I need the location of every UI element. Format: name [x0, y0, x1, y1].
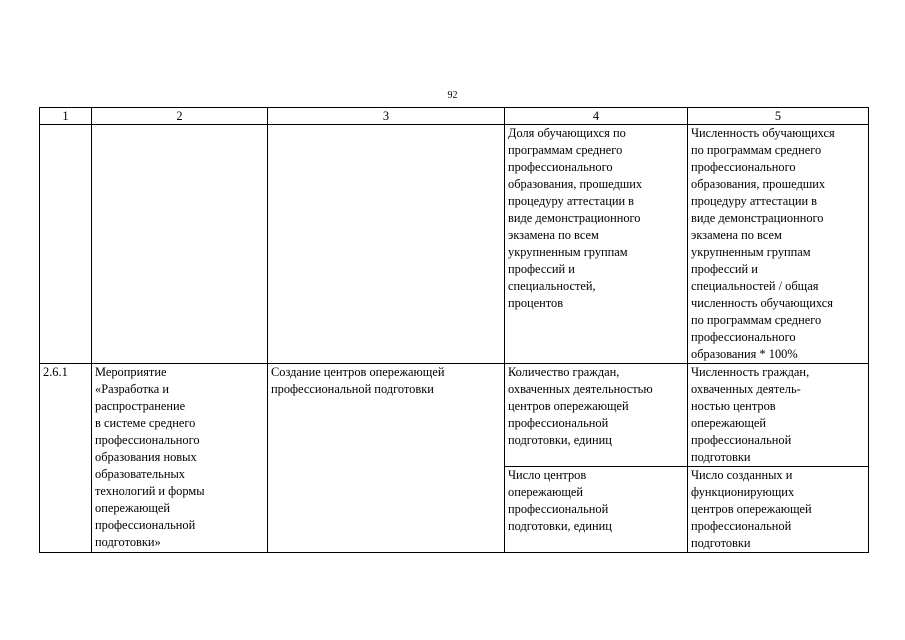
page-number: 92	[447, 90, 458, 101]
cell-empty	[268, 125, 505, 364]
table-row	[40, 125, 869, 364]
indicator-name-cell: Доля обучающихся по программам среднего профессионального образования, прошедших процедуру аттестации в виде демонстрационного экзамена по всем укрупненным группам профессий и специальностей, процентов	[505, 125, 688, 364]
header-col-2: 2	[92, 108, 268, 125]
header-row	[40, 108, 869, 125]
header-col-4: 4	[505, 108, 688, 125]
item-number-cell: 2.6.1	[40, 364, 92, 553]
cell-empty	[92, 125, 268, 364]
header-col-5: 5	[688, 108, 869, 125]
cell-empty	[40, 125, 92, 364]
result-cell: Создание центров опережающей профессиональной подготовки	[268, 364, 505, 553]
indicator-name-cell: Количество граждан, охваченных деятельностью центров опережающей профессиональной подготовки, единиц	[505, 364, 688, 467]
indicators-table	[39, 107, 869, 553]
indicator-formula-cell: Численность обучающихся по программам среднего профессионального образования, прошедших процедуру аттестации в виде демонстрационного экзамена по всем укрупненным группам профессий и специальностей / общая численность обучающихся по программам среднего профессионального образования * 100%	[688, 125, 869, 364]
header-col-3: 3	[268, 108, 505, 125]
header-col-1: 1	[40, 108, 92, 125]
indicator-formula-cell: Число созданных и функционирующих центров опережающей профессиональной подготовки	[688, 467, 869, 553]
indicator-name-cell: Число центров опережающей профессиональной подготовки, единиц	[505, 467, 688, 553]
table-row	[40, 364, 869, 467]
activity-name-cell: Мероприятие «Разработка и распространение в системе среднего профессионального образования новых образовательных технологий и формы опережающей профессиональной подготовки»	[92, 364, 268, 553]
indicator-formula-cell: Численность граждан, охваченных деятель- ностью центров опережающей профессиональной подготовки	[688, 364, 869, 467]
